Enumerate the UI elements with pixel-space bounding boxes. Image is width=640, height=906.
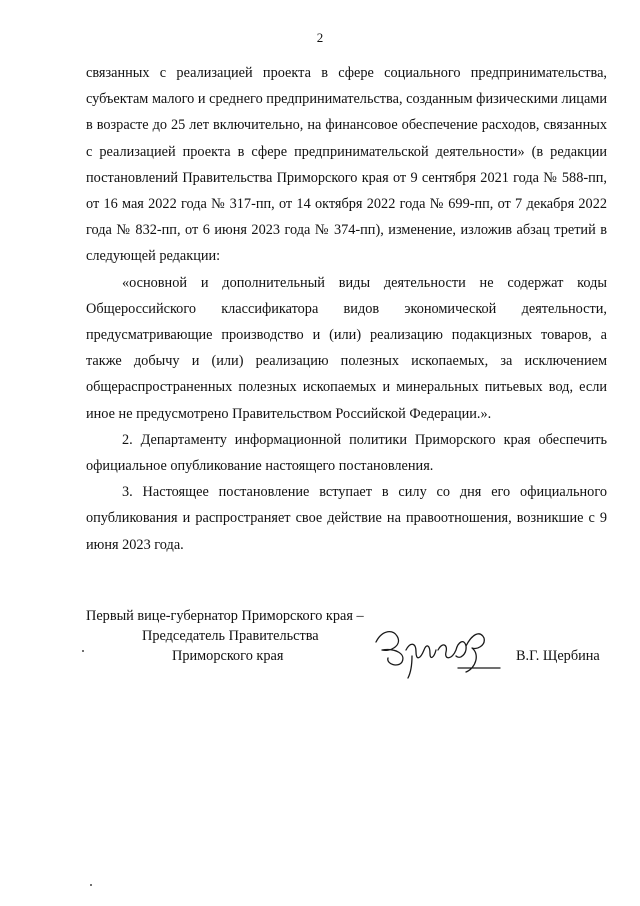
paragraph-item-3: 3. Настоящее постановление вступает в силу со дня его официального опубликования и распространяет свое действие на правоотношения, возникшие с 9 июня 2023 года. (86, 484, 607, 553)
position-line-2: Председатель Правительства (142, 628, 319, 644)
paragraph-quoted-amendment: «основной и дополнительный виды деятельности не содержат коды Общероссийского классификатора видов экономической деятельности, предусматривающие производство и (или) реализацию подакцизных товаров, а также добычу и (или) реализацию полезных ископаемых, за исключением общераспространенных полезных ископаемых и минеральных питьевых вод, если иное не предусмотрено Правительством Российской Федерации.». (86, 274, 607, 422)
scan-speck (90, 884, 92, 886)
signer-name: В.Г. Щербина (516, 648, 600, 664)
paragraph-item-2: 2. Департаменту информационной политики Приморского края обеспечить официальное опубликование настоящего постановления. (86, 431, 607, 475)
scan-speck (82, 650, 84, 652)
page-number: 2 (316, 30, 324, 45)
position-line-1: Первый вице-губернатор Приморского края – (86, 608, 364, 624)
signature-position (86, 606, 364, 666)
position-line-3: Приморского края (172, 648, 284, 664)
handwritten-signature (372, 620, 502, 680)
document-body (86, 60, 607, 558)
paragraph-continuation: связанных с реализацией проекта в сфере социального предпринимательства, субъектам малого и среднего предпринимательства, созданным физическими лицами в возрасте до 25 лет включительно, на финансовое обеспечение расходов, связанных с реализацией проекта в сфере предпринимательской деятельности» (в редакции постановлений Правительства Приморского края от 9 сентября 2021 года № 588-пп, от 16 мая 2022 года № 317-пп, от 14 октября 2022 года № 699-пп, от 7 декабря 2022 года № 832-пп, от 6 июня 2023 года № 374-пп), изменение, изложив абзац третий в следующей редакции: (86, 65, 607, 265)
